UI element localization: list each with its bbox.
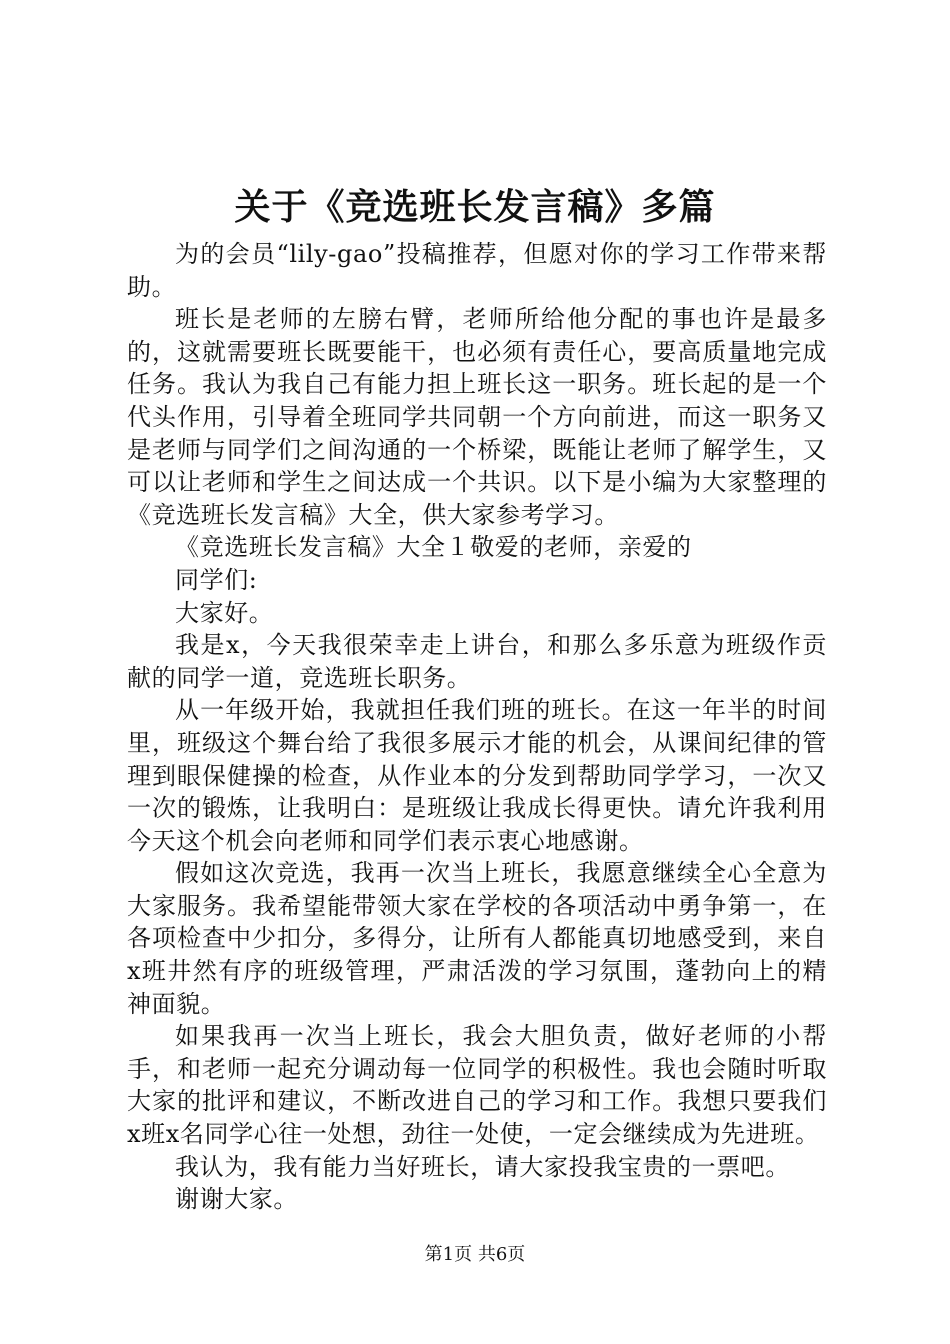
page-number-footer: 第1页 共6页 bbox=[424, 1244, 526, 1265]
paragraph: 班长是老师的左膀右臂，老师所给他分配的事也许是最多的，这就需要班长既要能干，也必须有责任心，要高质量地完成任务。我认为我自己有能力担上班长这一职务。班长起的是一个代头作用，引导着全班同学共同朝一个方向前进，而这一职务又是老师与同学们之间沟通的一个桥梁，既能让老师了解学生，又可以让老师和学生之间达成一个共识。以下是小编为大家整理的《竞选班长发言稿》大全，供大家参考学习。 bbox=[127, 305, 827, 529]
paragraph: 假如这次竞选，我再一次当上班长，我愿意继续全心全意为大家服务。我希望能带领大家在学校的各项活动中勇争第一，在各项检查中少扣分，多得分，让所有人都能真切地感受到，来自x班井然有序的班级管理，严肃活泼的学习氛围，蓬勃向上的精神面貌。 bbox=[127, 859, 827, 1018]
paragraph: 为的会员“lily-gao”投稿推荐，但愿对你的学习工作带来帮助。 bbox=[127, 240, 827, 301]
paragraph: 大家好。 bbox=[175, 598, 274, 627]
paragraph: 谢谢大家。 bbox=[175, 1185, 298, 1214]
paragraph: 同学们: bbox=[175, 565, 258, 594]
paragraph: 从一年级开始，我就担任我们班的班长。在这一年半的时间里，班级这个舞台给了我很多展示才能的机会，从课间纪律的管理到眼保健操的检查，从作业本的分发到帮助同学学习，一次又一次的锻炼，让我明白：是班级让我成长得更快。请允许我利用今天这个机会向老师和同学们表示衷心地感谢。 bbox=[127, 696, 827, 855]
paragraph: 我认为，我有能力当好班长，请大家投我宝贵的一票吧。 bbox=[175, 1152, 790, 1181]
paragraph: 我是x，今天我很荣幸走上讲台，和那么多乐意为班级作贡献的同学一道，竞选班长职务。 bbox=[127, 631, 827, 692]
paragraph: 如果我再一次当上班长，我会大胆负责，做好老师的小帮手，和老师一起充分调动每一位同学的积极性。我也会随时听取大家的批评和建议，不断改进自己的学习和工作。我想只要我们x班x名同学心往一处想，劲往一处使，一定会继续成为先进班。 bbox=[127, 1022, 827, 1149]
paragraph: 《竞选班长发言稿》大全１敬爱的老师，亲爱的 bbox=[175, 533, 692, 562]
document-body bbox=[127, 238, 827, 1216]
document-title: 关于《竞选班长发言稿》多篇 bbox=[234, 187, 716, 228]
